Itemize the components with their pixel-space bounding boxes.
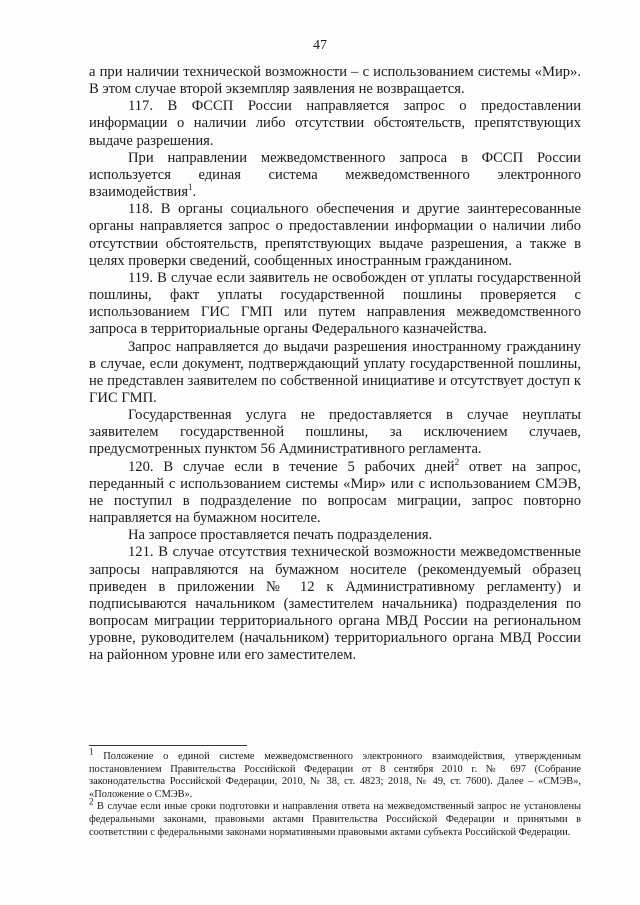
- footnote-text: Положение о единой системе межведомственного электронного взаимодействия, утвержденным постановлением Правительства Российской Федерации от 8 сентября 2010 г. № 697 (Собрание законодательства Российской Федерации, 2010, № 38, ст. 4823; 2018, № 49, ст. 7600). Далее – «СМЭВ», «Положение о СМЭВ».: [89, 751, 581, 800]
- paragraph-text: 121. В случае отсутствия технической возможности межведомственные запросы направляются на бумажном носителе (рекомендуемый образец приведен в приложении № 12 к Административному регламенту) и подписываются начальником (заместителем начальника) подразделения по вопросам миграции территориального органа МВД России на региональном уровне, руководителем (начальником) территориального органа МВД России на районном уровне или его заместителем.: [89, 544, 581, 664]
- paragraph: [89, 544, 581, 664]
- footnote-text: В случае если иные сроки подготовки и направления ответа на межведомственный запрос не установлены федеральными законами, правовыми актами Правительства Российской Федерации и принятыми в соответствии с федеральными законами нормативными правовыми актами субъекта Российской Федерации.: [89, 801, 581, 838]
- paragraph-text: Государственная услуга не предоставляется в случае неуплаты заявителем государственной пошлины, за исключением случаев, предусмотренных пунктом 56 Административного регламента.: [89, 407, 581, 458]
- footnote: [89, 746, 581, 801]
- paragraph-text: Запрос направляется до выдачи разрешения иностранному гражданину в случае, если документ, подтверждающий уплату государственной пошлины, не представлен заявителем по собственной инициативе и отсутствует доступ к ГИС ГМП.: [89, 338, 581, 406]
- footnotes: [89, 746, 581, 839]
- footnote-mark: 2: [89, 796, 94, 807]
- footnote-reference: 1: [188, 182, 193, 193]
- paragraph-text: 118. В органы социального обеспечения и другие заинтересованные органы направляется запрос о предоставлении информации о наличии либо отсутствии обстоятельств, препятствующих выдаче разрешения, а также в целях проверки сведений, сообщенных иностранным гражданином.: [89, 201, 581, 269]
- footnote-divider: [89, 745, 247, 746]
- footnote: [89, 796, 581, 839]
- paragraph-text: 119. В случае если заявитель не освобожден от уплаты государственной пошлины, факт уплаты государственной пошлины проверяется с использованием ГИС ГМП или путем направления межведомственного запроса в территориальные органы Федерального казначейства.: [89, 269, 581, 338]
- footnote-reference: 2: [454, 456, 460, 467]
- paragraph: [89, 339, 581, 408]
- paragraph: [89, 456, 581, 528]
- paragraph: [89, 64, 581, 98]
- page-number: 47: [313, 38, 327, 53]
- body-text: [89, 64, 581, 664]
- paragraph-text: 120. В случае если в течение 5 рабочих дней: [128, 458, 455, 475]
- paragraph-text: При направлении межведомственного запроса в ФССП России используется единая система межведомственного электронного взаимодействия: [89, 149, 581, 201]
- paragraph-text: а при наличии технической возможности – с использованием системы «Мир». В этом случае второй экземпляр заявления не возвращается.: [89, 64, 581, 98]
- paragraph: [89, 527, 581, 544]
- footnote-mark: 1: [89, 746, 94, 757]
- paragraph: [89, 98, 581, 149]
- paragraph: [89, 407, 581, 458]
- paragraph-text: На запросе проставляется печать подразделения.: [128, 527, 433, 544]
- paragraph: [89, 201, 581, 270]
- paragraph-text: 117. В ФССП России направляется запрос о предоставлении информации о наличии либо отсутствии обстоятельств, препятствующих выдаче разрешения.: [89, 98, 581, 149]
- paragraph-text: .: [192, 184, 197, 201]
- paragraph: [89, 270, 581, 339]
- paragraph: [89, 150, 581, 201]
- paragraph-text: ответ на запрос, переданный с использованием системы «Мир» или с использованием СМЭВ, не поступил в подразделение по вопросам миграции, запрос повторно направляется на бумажном носителе.: [89, 458, 581, 527]
